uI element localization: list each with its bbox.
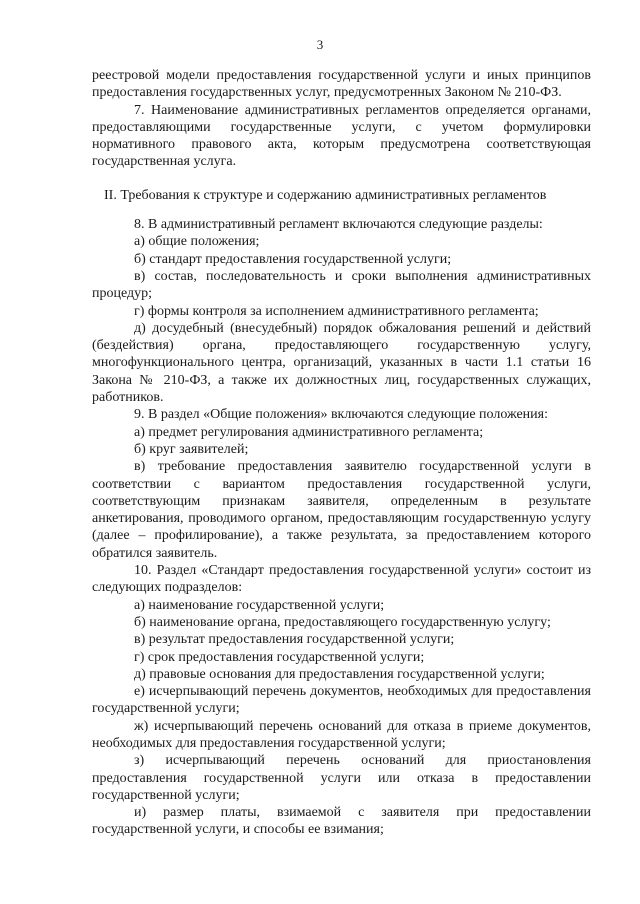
list-item: б) стандарт предоставления государственной услуги; bbox=[134, 251, 452, 267]
list-item: б) круг заявителей; bbox=[134, 441, 249, 457]
list-item: в) результат предоставления государственной услуги; bbox=[134, 632, 455, 648]
document-body bbox=[92, 67, 591, 839]
list-item: г) срок предоставления государственной услуги; bbox=[134, 649, 425, 665]
list-item: з) исчерпывающий перечень оснований для приостановления предоставления государственной услуги или отказа в предоставлении государственной услуги; bbox=[92, 753, 591, 803]
paragraph-item-7: 7. Наименование административных регламентов определяется органами, предоставляющими государственные услуги, с учетом формулировки нормативного правового акта, которым предусмотрена соответствующая государственная услуга. bbox=[92, 102, 591, 170]
section-heading: II. Требования к структуре и содержанию административных регламентов bbox=[104, 187, 547, 203]
list-item: д) досудебный (внесудебный) порядок обжалования решений и действий (бездействия) органа, предоставляющего государственную услугу, многофункционального центра, организаций, указанных в части 1.1 статьи 16 Закона № 210-ФЗ, а также их должностных лиц, государственных служащих, работников. bbox=[92, 320, 591, 406]
list-item: д) правовые основания для предоставления государственной услуги; bbox=[134, 666, 545, 682]
list-item: ж) исчерпывающий перечень оснований для отказа в приеме документов, необходимых для предоставления государственной услуги; bbox=[92, 718, 591, 751]
list-item: в) состав, последовательность и сроки выполнения административных процедур; bbox=[92, 268, 591, 302]
paragraph-item-10: 10. Раздел «Стандарт предоставления государственной услуги» состоит из следующих подразделов: bbox=[92, 563, 591, 596]
list-item: а) предмет регулирования административного регламента; bbox=[134, 424, 484, 440]
paragraph-item-9: 9. В раздел «Общие положения» включаются следующие положения: bbox=[134, 407, 548, 423]
list-item: б) наименование органа, предоставляющего государственную услугу; bbox=[134, 614, 551, 630]
paragraph-item-8: 8. В административный регламент включаются следующие разделы: bbox=[134, 217, 543, 233]
list-item: в) требование предоставления заявителю государственной услуги в соответствии с вариантом предоставления государственной услуги, соответствующим признакам заявителя, определенным в результате анкетирования, проводимого органом, предоставляющим государственную услугу (далее – профилирование), а также результата, за предоставлением которого обратился заявитель. bbox=[92, 459, 591, 561]
page-number: 3 bbox=[316, 37, 324, 52]
list-item: е) исчерпывающий перечень документов, необходимых для предоставления государственной услуги; bbox=[92, 684, 591, 717]
list-item: и) размер платы, взимаемой с заявителя при предоставлении государственной услуги, и способы ее взимания; bbox=[92, 805, 591, 838]
list-item: а) наименование государственной услуги; bbox=[134, 597, 385, 613]
list-item: г) формы контроля за исполнением административного регламента; bbox=[134, 303, 539, 319]
paragraph-continuation: реестровой модели предоставления государственной услуги и иных принципов предоставления государственных услуг, предусмотренных Законом № 210-ФЗ. bbox=[92, 68, 591, 101]
list-item: а) общие положения; bbox=[134, 234, 260, 250]
